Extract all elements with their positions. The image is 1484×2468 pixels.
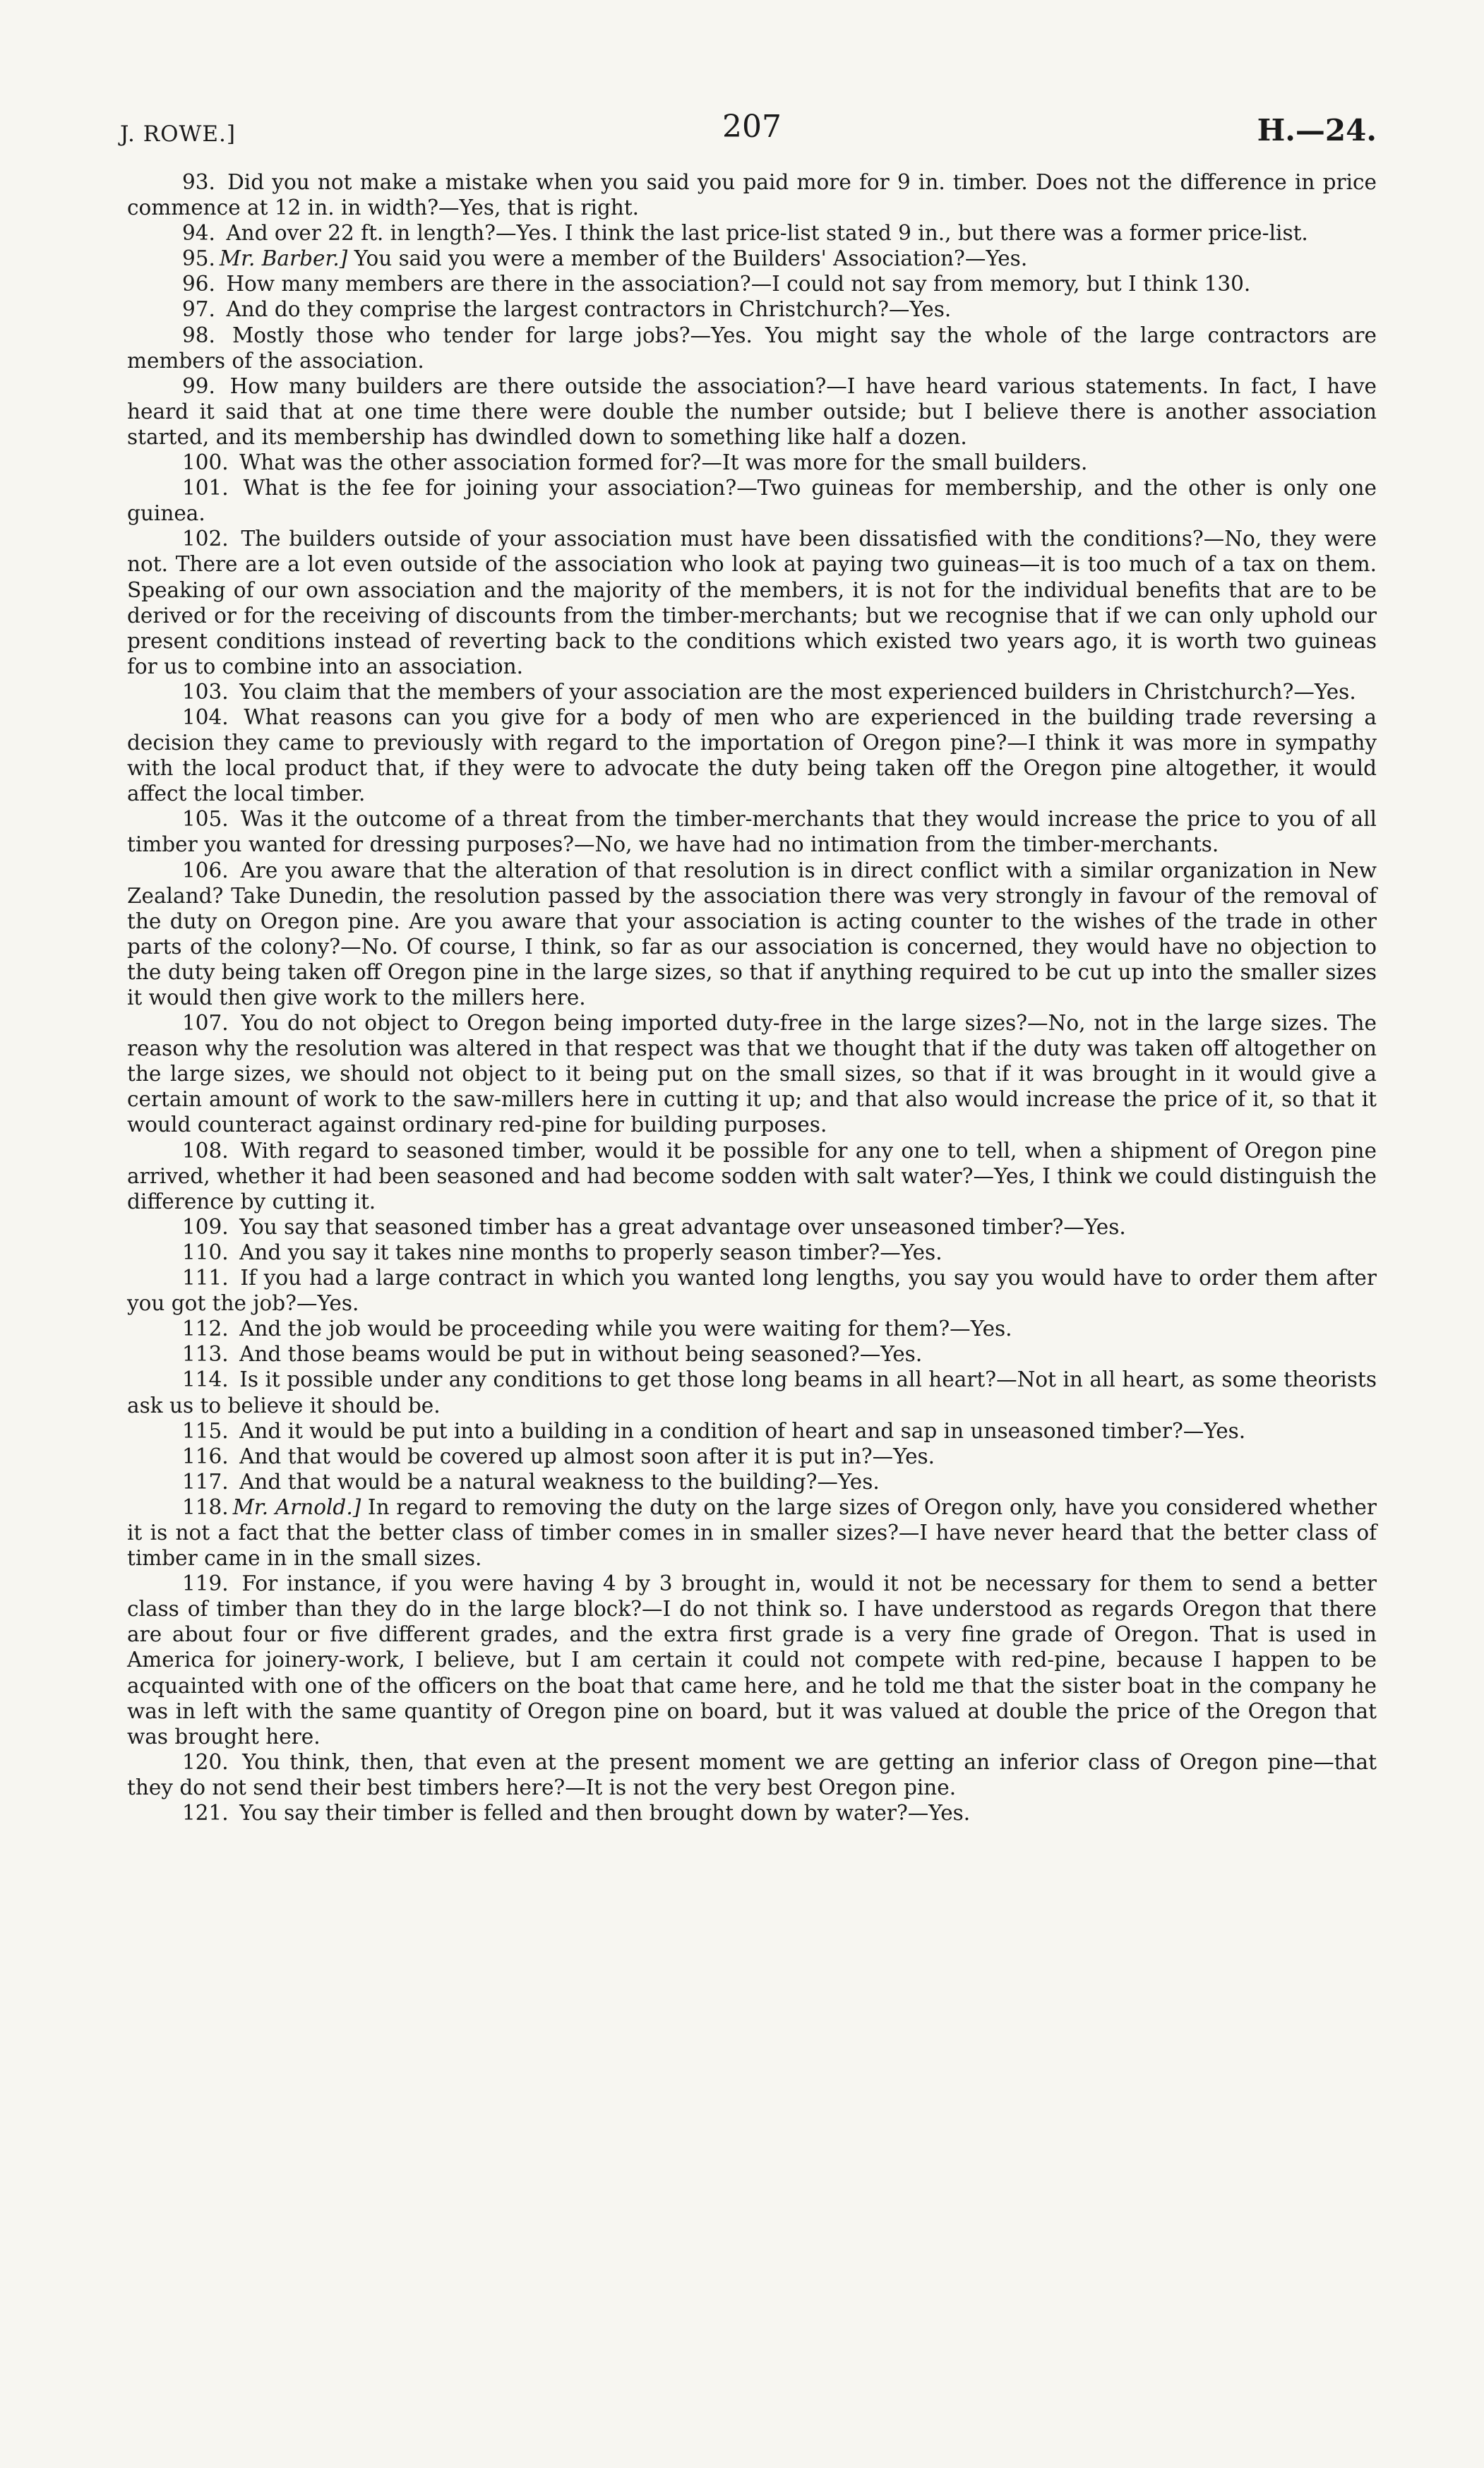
question-104: 104. What reasons can you give for a body of men who are experienced in the building trade reversing a decision they came to previously with regard to the importation of Oregon pine?—I think it was more in sympathy with the local product that, if they were to advocate the duty being taken off the Oregon pine altogether, it would affect the local timber. [127, 705, 1377, 806]
question-103: 103. You claim that the members of your association are the most experienced builders in Christchurch?—Yes. [182, 679, 1356, 704]
question-120: 120. You think, then, that even at the present moment we are getting an inferior class of Oregon pine—that they do not send their best timbers here?—It is not the very best Oregon pine. [127, 1749, 1377, 1799]
question-93: 93. Did you not make a mistake when you said you paid more for 9 in. timber. Does not the difference in price commence at 12 in. in width?—Yes, that is right. [127, 170, 1377, 220]
question-112: 112. And the job would be proceeding while you were waiting for them?—Yes. [182, 1317, 1012, 1341]
question-110: 110. And you say it takes nine months to properly season timber?—Yes. [182, 1240, 943, 1264]
document-page [120, 106, 1377, 1826]
page-header [120, 106, 1377, 169]
question-119: 119. For instance, if you were having 4 by 3 brought in, would it not be necessary for them to send a better class of timber than they do in the large block?—I do not think so. I have understood as regards Oregon that there are about four or five different grades, and the extra first grade is a very fine grade of Oregon. That is used in America for joinery-work, I believe, but I am certain it could not compete with red-pine, because I happen to be acquainted with one of the officers on the boat that came here, and he told me that the sister boat in the company he was in left with the same quantity of Oregon pine on board, but it was valued at double the price of the Oregon that was brought here. [127, 1571, 1377, 1749]
question-98: 98. Mostly those who tender for large jobs?—Yes. You might say the whole of the large contractors are members of the association. [127, 323, 1377, 373]
question-99: 99. How many builders are there outside the association?—I have heard various statements. In fact, I have heard it said that at one time there were double the number outside; but I believe there is another association started, and its membership has dwindled down to something like half a dozen. [127, 373, 1377, 449]
question-118: 118. Mr. Arnold.] In regard to removing the duty on the large sizes of Oregon only, have you considered whether it is not a fact that the better class of timber comes in in smaller sizes?—I have never heard that the better class of timber came in in the small sizes. [127, 1494, 1377, 1571]
testimony-body [127, 169, 1377, 1826]
question-100: 100. What was the other association formed for?—It was more for the small builders. [182, 450, 1088, 475]
question-109: 109. You say that seasoned timber has a great advantage over unseasoned timber?—Yes. [182, 1214, 1126, 1239]
question-111: 111. If you had a large contract in which you wanted long lengths, you say you would have to order them after you got the job?—Yes. [127, 1266, 1377, 1316]
question-97: 97. And do they comprise the largest contractors in Christchurch?—Yes. [182, 297, 952, 322]
witness-name: J. ROWE.] [120, 121, 236, 147]
question-106: 106. Are you aware that the alteration of that resolution is in direct conflict with a similar organization in New Zealand? Take Dunedin, the resolution passed by the association there was very strongly in favour of the removal of the duty on Oregon pine. Are you aware that your association is acting counter to the wishes of the trade in other parts of the colony?—No. Of course, I think, so far as our association is concerned, they would have no objection to the duty being taken off Oregon pine in the large sizes, so that if anything required to be cut up into the smaller sizes it would then give work to the millers here. [127, 858, 1377, 1010]
question-108: 108. With regard to seasoned timber, would it be possible for any one to tell, when a shipment of Oregon pine arrived, whether it had been seasoned and had become sodden with salt water?—Yes, I think we could distinguish the difference by cutting it. [127, 1138, 1377, 1214]
question-105: 105. Was it the outcome of a threat from the timber-merchants that they would increase the price to you of all timber you wanted for dressing purposes?—No, we have had no intimation from the timber-merchants. [127, 807, 1377, 857]
document-reference: H.—24. [1257, 113, 1377, 148]
question-102: 102. The builders outside of your association must have been dissatisfied with the conditions?—No, they were not. There are a lot even outside of the association who look at paying two guineas—it is too much of a tax on them. Speaking of our own association and the majority of the members, it is not for the individual benefits that are to be derived or for the receiving of discounts from the timber-merchants; but we recognise that if we can only uphold our present conditions instead of reverting back to the conditions which existed two years ago, it is worth two guineas for us to combine into an association. [127, 527, 1377, 678]
question-121: 121. You say their timber is felled and then brought down by water?—Yes. [182, 1801, 971, 1825]
question-117: 117. And that would be a natural weakness to the building?—Yes. [182, 1469, 880, 1494]
question-116: 116. And that would be covered up almost soon after it is put in?—Yes. [182, 1444, 935, 1468]
question-94: 94. And over 22 ft. in length?—Yes. I think the last price-list stated 9 in., but there was a former price-list. [182, 221, 1308, 246]
page-number: 207 [722, 109, 782, 145]
question-115: 115. And it would be put into a building in a condition of heart and sap in unseasoned timber?—Yes. [182, 1418, 1246, 1443]
question-101: 101. What is the fee for joining your association?—Two guineas for membership, and the other is only one guinea. [127, 476, 1377, 526]
question-95: 95. Mr. Barber.] You said you were a member of the Builders' Association?—Yes. [182, 246, 1028, 271]
question-113: 113. And those beams would be put in without being seasoned?—Yes. [182, 1342, 923, 1367]
question-107: 107. You do not object to Oregon being imported duty-free in the large sizes?—No, not in the large sizes. The reason why the resolution was altered in that respect was that we thought that if the duty was taken off altogether on the large sizes, we should not object to it being put on the small sizes, so that if it was brought in it would give a certain amount of work to the saw-millers here in cutting it up; and that also would increase the price of it, so that it would counteract against ordinary red-pine for building purposes. [127, 1011, 1377, 1137]
question-114: 114. Is it possible under any conditions to get those long beams in all heart?—Not in all heart, as some theorists ask us to believe it should be. [127, 1367, 1377, 1418]
question-96: 96. How many members are there in the association?—I could not say from memory, but I think 130. [182, 272, 1251, 296]
